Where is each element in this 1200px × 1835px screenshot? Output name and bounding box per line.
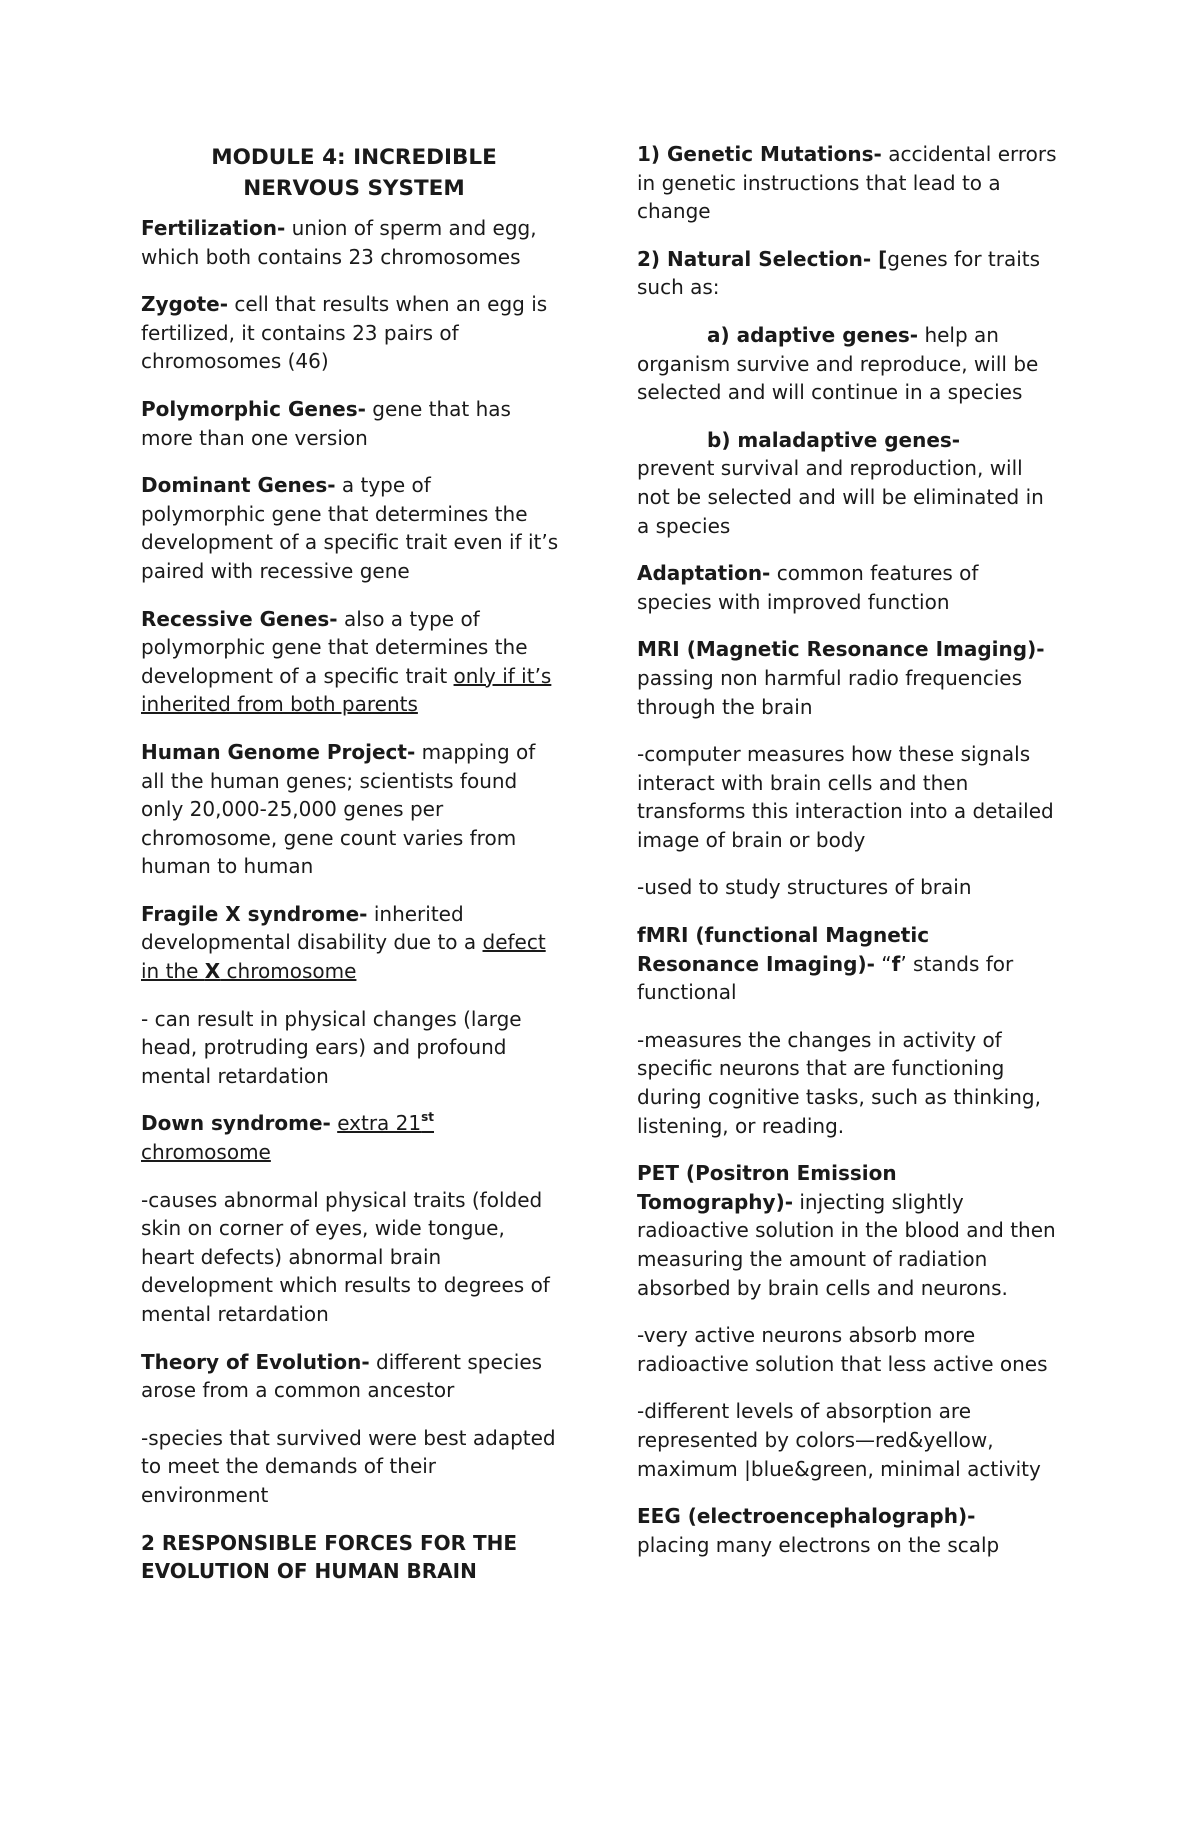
human-genome-definition: mapping of all the human genes; scientists found only 20,000-25,000 genes per chromosome, gene count varies from human to human — [141, 739, 536, 879]
left-column — [141, 140, 561, 1605]
human-genome-term: Human Genome Project- — [141, 739, 416, 764]
right-column — [637, 140, 1057, 1578]
adaptation-definition: common features of species with improved function — [637, 561, 979, 614]
fmri-definition-rest: ’ stands for functional — [637, 951, 1014, 1005]
polymorphic-genes-term: Polymorphic Genes- — [141, 396, 366, 421]
fmri-term: fMRI (functional Magnetic Resonance Imaging)- — [637, 923, 930, 976]
fragile-x-underline-text: defect in the — [141, 930, 546, 984]
forces-heading: 2 RESPONSIBLE FORCES FOR THE EVOLUTION OF HUMAN BRAIN — [141, 1530, 518, 1584]
fmri-entry — [637, 921, 1057, 1007]
maladaptive-genes-entry — [637, 426, 1057, 540]
title-line-2: NERVOUS SYSTEM — [243, 176, 465, 201]
page-title — [141, 142, 567, 204]
mri-note-2: -used to study structures of brain — [637, 875, 972, 900]
pet-definition: injecting slightly radioactive solution in the blood and then measuring the amount of radiation absorbed by brain cells and neurons. — [637, 1189, 1056, 1300]
down-syndrome-chromosome: chromosome — [141, 1140, 271, 1165]
human-genome-entry — [141, 738, 561, 881]
fragile-x-entry — [141, 900, 561, 986]
fmri-letter-f: f — [891, 951, 901, 976]
adaptation-term: Adaptation- — [637, 561, 771, 586]
adaptive-genes-entry — [637, 321, 1057, 407]
recessive-genes-definition: also a type of polymorphic gene that determines the development of a specific trait — [141, 606, 528, 688]
mri-definition: passing non harmful radio frequencies through the brain — [637, 665, 1023, 719]
fertilization-term: Fertilization- — [141, 216, 286, 240]
mri-note-1: -computer measures how these signals interact with brain cells and then transforms this interaction into a detailed image of brain or body — [637, 742, 1054, 852]
eeg-definition: placing many electrons on the scalp — [637, 1532, 1000, 1557]
recessive-genes-term: Recessive Genes- — [141, 606, 338, 631]
down-syndrome-extra: extra 21 — [337, 1111, 422, 1136]
eeg-term: EEG (electroencephalograph)- — [637, 1504, 976, 1529]
fertilization-entry — [141, 214, 561, 271]
natural-selection-entry — [637, 245, 1057, 302]
evolution-note: -species that survived were best adapted to meet the demands of their environment — [141, 1425, 556, 1507]
fmri-note: -measures the changes in activity of specific neurons that are functioning during cognitive tasks, such as thinking, listening, or reading. — [637, 1027, 1041, 1138]
fertilization-definition: union of sperm and egg, which both contains 23 chromosomes — [141, 216, 537, 269]
evolution-term: Theory of Evolution- — [141, 1349, 370, 1374]
pet-note-1: -very active neurons absorb more radioactive solution that less active ones — [637, 1323, 1048, 1376]
adaptive-genes-term: a) adaptive genes- — [707, 322, 919, 347]
fragile-x-underline-chromosome: chromosome — [220, 959, 357, 984]
fragile-x-definition: inherited developmental disability due to a — [141, 901, 483, 955]
fmri-definition-open: “ — [874, 951, 892, 976]
zygote-term: Zygote- — [141, 292, 229, 317]
maladaptive-genes-term: b) maladaptive genes- — [707, 427, 961, 452]
mri-term: MRI (Magnetic Resonance Imaging)- — [637, 637, 1045, 662]
fragile-x-note: - can result in physical changes (large head, protruding ears) and profound mental retardation — [141, 1006, 522, 1088]
dominant-genes-entry — [141, 471, 561, 585]
evolution-definition: different species arose from a common ancestor — [141, 1349, 543, 1403]
genetic-mutations-entry — [637, 140, 1057, 226]
down-syndrome-term: Down syndrome- — [141, 1111, 331, 1136]
mri-entry — [637, 635, 1057, 721]
genetic-mutations-definition: accidental errors in genetic instructions that lead to a change — [637, 142, 1057, 224]
eeg-entry — [637, 1502, 1057, 1559]
evolution-entry — [141, 1348, 561, 1405]
polymorphic-genes-definition: gene that has more than one version — [141, 396, 511, 450]
natural-selection-definition: genes for traits such as: — [637, 246, 1041, 300]
recessive-genes-underline: only if it’s inherited from both parents — [141, 663, 552, 717]
zygote-entry — [141, 290, 561, 376]
down-syndrome-note: -causes abnormal physical traits (folded skin on corner of eyes, wide tongue, heart defects) abnormal brain development which results to degrees of mental retardation — [141, 1187, 550, 1326]
down-syndrome-underline — [337, 1111, 434, 1135]
adaptive-genes-definition: help an organism survive and reproduce, will be selected and will continue in a species — [637, 322, 1039, 405]
down-syndrome-entry — [141, 1109, 561, 1166]
adaptation-entry — [637, 559, 1057, 616]
dominant-genes-term: Dominant Genes- — [141, 473, 336, 498]
dominant-genes-definition: a type of polymorphic gene that determines the development of a specific trait even if it’s paired with recessive gene — [141, 473, 559, 583]
pet-note-2: -different levels of absorption are represented by colors—red&yellow, maximum |blue&green, minimal activity — [637, 1399, 1041, 1481]
polymorphic-genes-entry — [141, 395, 561, 452]
maladaptive-genes-definition: prevent survival and reproduction, will not be selected and will be eliminated in a species — [637, 456, 1044, 538]
natural-selection-term: 2) Natural Selection- [ — [637, 246, 888, 271]
genetic-mutations-term: 1) Genetic Mutations- — [637, 142, 882, 166]
recessive-genes-entry — [141, 605, 561, 719]
fragile-x-letter: X — [204, 959, 221, 984]
pet-term: PET (Positron Emission Tomography)- — [637, 1161, 897, 1214]
fragile-x-term: Fragile X syndrome- — [141, 901, 368, 926]
zygote-definition: cell that results when an egg is fertilized, it contains 23 pairs of chromosomes (46) — [141, 292, 548, 374]
pet-entry — [637, 1159, 1057, 1302]
title-line-1: MODULE 4: INCREDIBLE — [211, 145, 497, 170]
down-syndrome-superscript: st — [421, 1110, 434, 1125]
